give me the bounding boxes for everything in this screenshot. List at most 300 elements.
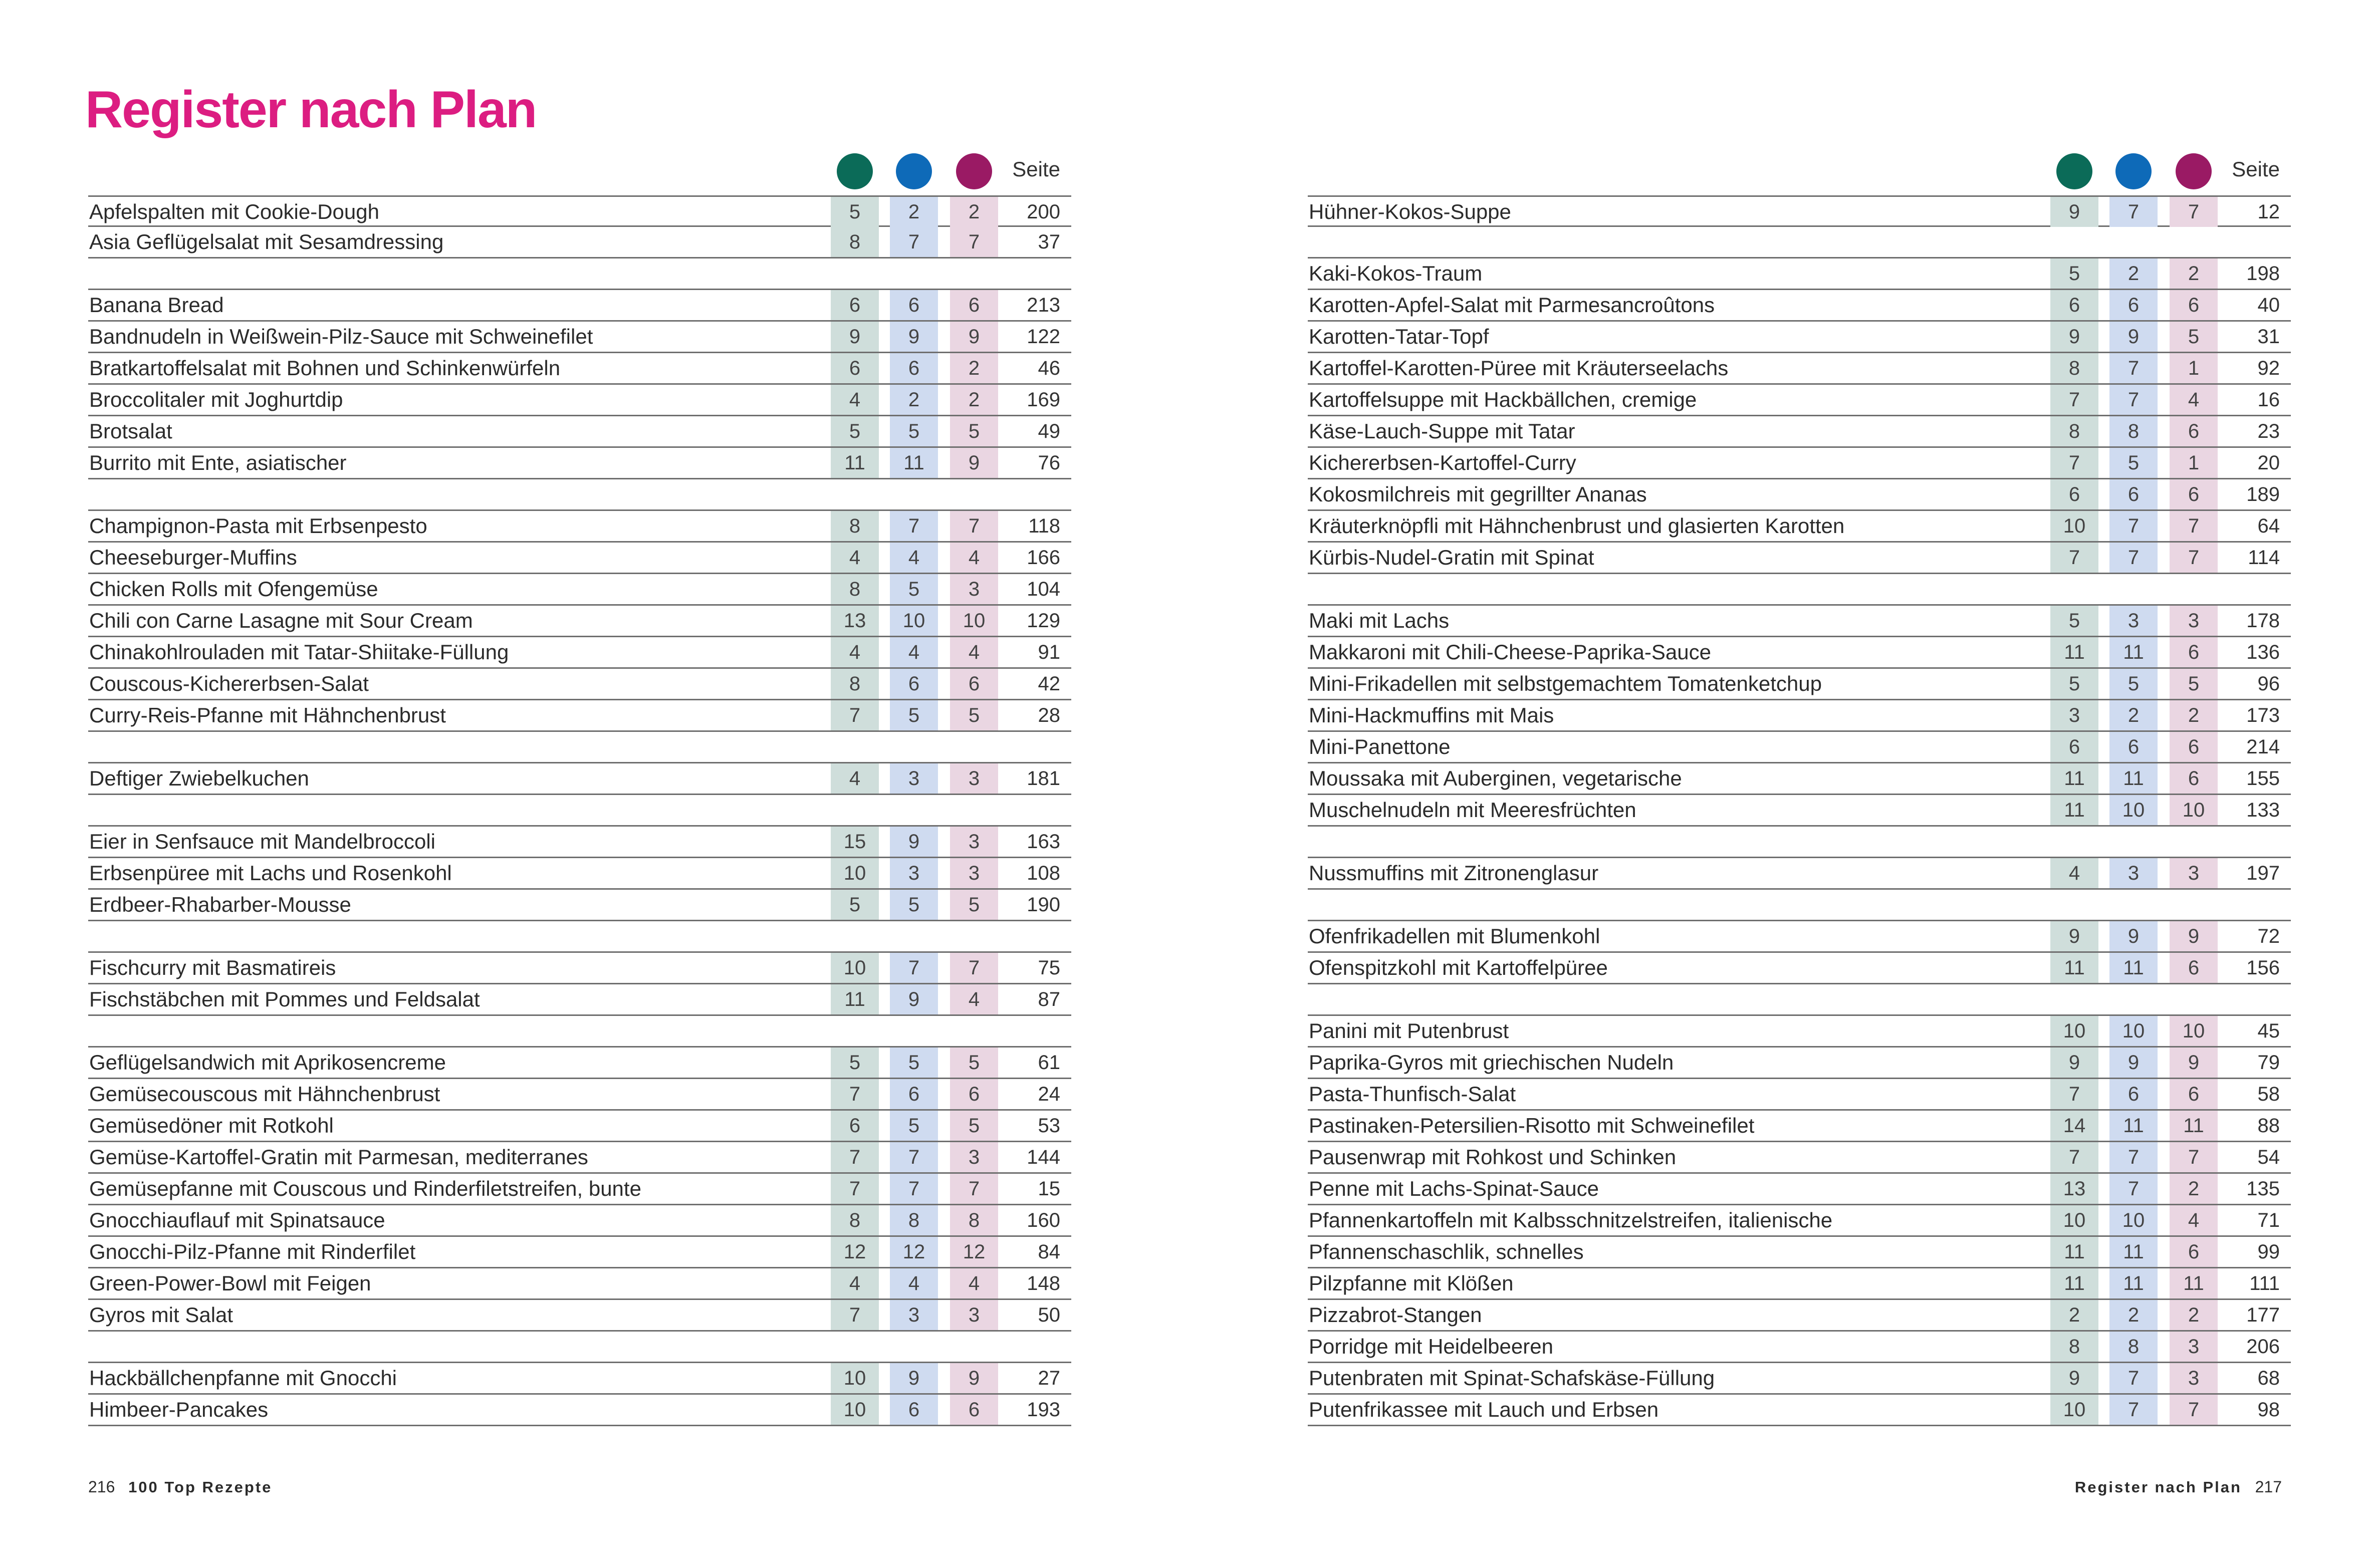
value-blue: 6 — [890, 1079, 938, 1109]
value-blue: 7 — [2109, 511, 2158, 541]
table-row — [88, 543, 1071, 574]
table-row — [1308, 195, 2291, 227]
recipe-name: Chili con Carne Lasagne mit Sour Cream — [89, 609, 473, 632]
value-green: 10 — [831, 1395, 879, 1425]
value-green: 7 — [831, 1174, 879, 1204]
value-purple: 3 — [2170, 606, 2218, 636]
value-purple: 9 — [2170, 921, 2218, 951]
value-blue: 6 — [2109, 1079, 2158, 1109]
table-spacer-row — [1308, 827, 2291, 858]
recipe-name: Hackbällchenpfanne mit Gnocchi — [89, 1366, 397, 1390]
page-number: 144 — [1027, 1146, 1060, 1168]
recipe-name: Porridge mit Heidelbeeren — [1309, 1335, 1553, 1358]
value-blue: 9 — [2109, 322, 2158, 352]
recipe-name: Kokosmilchreis mit gegrillter Ananas — [1309, 482, 1647, 506]
page-number: 23 — [2257, 420, 2280, 442]
value-blue: 9 — [890, 984, 938, 1014]
value-purple: 2 — [950, 385, 998, 415]
table-row — [1308, 1395, 2291, 1426]
value-green: 10 — [831, 953, 879, 983]
value-green: 7 — [2050, 543, 2098, 573]
page-number: 177 — [2246, 1304, 2280, 1326]
recipe-name: Ofenfrikadellen mit Blumenkohl — [1309, 924, 1600, 948]
blue-dot-icon — [896, 153, 932, 189]
table-spacer-row — [1308, 984, 2291, 1016]
value-blue: 11 — [2109, 1268, 2158, 1298]
page-number: 15 — [1038, 1178, 1060, 1200]
value-purple: 10 — [950, 606, 998, 636]
purple-dot-icon — [956, 153, 992, 189]
value-purple: 10 — [2170, 1016, 2218, 1046]
table-spacer-row — [1308, 890, 2291, 921]
value-purple: 4 — [950, 543, 998, 573]
value-blue: 7 — [2109, 1174, 2158, 1204]
value-blue: 7 — [890, 1174, 938, 1204]
recipe-name: Burrito mit Ente, asiatischer — [89, 451, 347, 474]
value-green: 10 — [831, 858, 879, 888]
value-purple: 3 — [950, 1142, 998, 1172]
blue-dot-icon — [2115, 153, 2152, 189]
value-green: 7 — [831, 1079, 879, 1109]
seite-label: Seite — [2232, 157, 2280, 181]
recipe-name: Maki mit Lachs — [1309, 609, 1450, 632]
value-green: 9 — [2050, 322, 2098, 352]
value-blue: 2 — [2109, 700, 2158, 730]
value-green: 9 — [2050, 197, 2098, 227]
value-blue: 5 — [2109, 669, 2158, 699]
table-row — [88, 1048, 1071, 1079]
recipe-name: Fischcurry mit Basmatireis — [89, 956, 336, 979]
page-number: 79 — [2257, 1052, 2280, 1074]
page-number: 27 — [1038, 1367, 1060, 1389]
page-number: 169 — [1027, 389, 1060, 411]
value-purple: 5 — [950, 1111, 998, 1141]
table-row — [88, 953, 1071, 984]
recipe-name: Banana Bread — [89, 293, 224, 317]
page-number: 135 — [2246, 1178, 2280, 1200]
page-number: 75 — [1038, 957, 1060, 979]
value-blue: 3 — [890, 763, 938, 794]
value-purple: 6 — [950, 669, 998, 699]
value-blue: 5 — [890, 1048, 938, 1078]
recipe-name: Couscous-Kichererbsen-Salat — [89, 672, 369, 695]
value-purple: 4 — [950, 637, 998, 667]
green-dot-icon — [2056, 153, 2092, 189]
recipe-name: Gemüsecouscous mit Hähnchenbrust — [89, 1082, 440, 1106]
page-number: 111 — [2249, 1272, 2280, 1294]
value-blue: 3 — [890, 858, 938, 888]
table-row — [1308, 1300, 2291, 1332]
value-purple: 9 — [950, 448, 998, 478]
recipe-name: Hühner-Kokos-Suppe — [1309, 200, 1511, 223]
value-green: 2 — [2050, 1300, 2098, 1330]
table-row — [88, 1395, 1071, 1426]
value-green: 11 — [2050, 953, 2098, 983]
value-purple: 3 — [950, 574, 998, 604]
value-purple: 8 — [950, 1205, 998, 1235]
value-green: 4 — [831, 763, 879, 794]
page-number: 54 — [2257, 1146, 2280, 1168]
value-purple: 6 — [2170, 1237, 2218, 1267]
value-blue: 11 — [2109, 763, 2158, 794]
value-green: 4 — [2050, 858, 2098, 888]
value-blue: 6 — [890, 669, 938, 699]
table-spacer-row — [88, 921, 1071, 953]
page-number: 213 — [1027, 294, 1060, 316]
value-green: 8 — [2050, 416, 2098, 446]
recipe-name: Moussaka mit Auberginen, vegetarische — [1309, 766, 1682, 790]
value-blue: 10 — [2109, 1016, 2158, 1046]
page-number: 37 — [1038, 231, 1060, 253]
table-row — [88, 1174, 1071, 1205]
value-blue: 10 — [2109, 795, 2158, 825]
table-spacer-row — [88, 1016, 1071, 1048]
table-row — [88, 669, 1071, 700]
value-green: 5 — [831, 197, 879, 227]
page-number: 99 — [2257, 1241, 2280, 1263]
recipe-name: Erdbeer-Rhabarber-Mousse — [89, 893, 351, 916]
value-blue: 3 — [2109, 858, 2158, 888]
value-blue: 7 — [890, 1142, 938, 1172]
value-blue: 9 — [2109, 1048, 2158, 1078]
recipe-name: Deftiger Zwiebelkuchen — [89, 766, 309, 790]
value-blue: 7 — [2109, 353, 2158, 383]
recipe-name: Bratkartoffelsalat mit Bohnen und Schinkenwürfeln — [89, 356, 561, 380]
value-green: 10 — [2050, 1395, 2098, 1425]
value-green: 6 — [831, 290, 879, 320]
recipe-name: Penne mit Lachs-Spinat-Sauce — [1309, 1177, 1599, 1200]
value-blue: 4 — [890, 637, 938, 667]
table-row — [88, 606, 1071, 637]
recipe-name: Pasta-Thunfisch-Salat — [1309, 1082, 1516, 1106]
value-blue: 3 — [890, 1300, 938, 1330]
value-blue: 9 — [890, 322, 938, 352]
value-green: 8 — [831, 574, 879, 604]
value-purple: 1 — [2170, 448, 2218, 478]
table-row — [1308, 1363, 2291, 1395]
value-blue: 6 — [2109, 479, 2158, 509]
recipe-name: Broccolitaler mit Joghurtdip — [89, 388, 343, 411]
value-blue: 9 — [890, 1363, 938, 1393]
value-green: 11 — [831, 984, 879, 1014]
table-spacer-row — [1308, 574, 2291, 606]
section-title: Register nach Plan — [2074, 1478, 2242, 1496]
page-number: 114 — [2248, 547, 2280, 569]
value-blue: 5 — [890, 700, 938, 730]
value-green: 8 — [2050, 1332, 2098, 1362]
recipe-name: Gyros mit Salat — [89, 1303, 233, 1327]
table-row — [1308, 763, 2291, 795]
table-row — [1308, 1205, 2291, 1237]
page-number: 61 — [1038, 1052, 1060, 1074]
footer-left — [88, 1478, 272, 1496]
table-row — [1308, 732, 2291, 763]
recipe-name: Muschelnudeln mit Meeresfrüchten — [1309, 798, 1636, 822]
value-purple: 5 — [2170, 669, 2218, 699]
value-purple: 4 — [2170, 385, 2218, 415]
recipe-name: Kürbis-Nudel-Gratin mit Spinat — [1309, 546, 1594, 569]
recipe-name: Cheeseburger-Muffins — [89, 546, 297, 569]
table-spacer-row — [88, 479, 1071, 511]
value-green: 11 — [2050, 637, 2098, 667]
table-row — [1308, 1237, 2291, 1268]
page-number: 50 — [1038, 1304, 1060, 1326]
value-blue: 6 — [890, 353, 938, 383]
page-number: 91 — [1038, 641, 1060, 663]
recipe-name: Chinakohlrouladen mit Tatar-Shiitake-Füllung — [89, 640, 509, 664]
table-row — [1308, 479, 2291, 511]
table-row — [88, 574, 1071, 606]
page-title: Register nach Plan — [85, 81, 537, 139]
value-purple: 6 — [2170, 290, 2218, 320]
value-blue: 2 — [890, 197, 938, 227]
recipe-name: Karotten-Apfel-Salat mit Parmesancroûtons — [1309, 293, 1715, 317]
value-green: 11 — [2050, 1268, 2098, 1298]
value-purple: 9 — [950, 322, 998, 352]
recipe-name: Apfelspalten mit Cookie-Dough — [89, 200, 379, 223]
value-purple: 5 — [950, 416, 998, 446]
page-number: 42 — [1038, 673, 1060, 695]
recipe-name: Pilzpfanne mit Klößen — [1309, 1271, 1514, 1295]
recipe-name: Pizzabrot-Stangen — [1309, 1303, 1482, 1327]
value-green: 14 — [2050, 1111, 2098, 1141]
value-green: 3 — [2050, 700, 2098, 730]
page-number: 24 — [1038, 1083, 1060, 1105]
page-number: 129 — [1027, 610, 1060, 632]
recipe-name: Gemüsepfanne mit Couscous und Rinderfiletstreifen, bunte — [89, 1177, 641, 1200]
value-blue: 5 — [890, 416, 938, 446]
right-page — [1308, 145, 2291, 1426]
value-purple: 7 — [2170, 543, 2218, 573]
recipe-name: Eier in Senfsauce mit Mandelbroccoli — [89, 830, 435, 853]
table-row — [88, 322, 1071, 353]
recipe-name: Käse-Lauch-Suppe mit Tatar — [1309, 419, 1575, 443]
value-blue: 2 — [2109, 258, 2158, 289]
table-row — [1308, 1174, 2291, 1205]
value-purple: 7 — [950, 511, 998, 541]
recipe-name: Kaki-Kokos-Traum — [1309, 262, 1483, 285]
page-number: 160 — [1027, 1209, 1060, 1231]
recipe-name: Kartoffelsuppe mit Hackbällchen, cremige — [1309, 388, 1697, 411]
page-number: 173 — [2246, 704, 2280, 726]
page-number: 206 — [2246, 1336, 2280, 1358]
table-row — [88, 827, 1071, 858]
value-blue: 7 — [2109, 1395, 2158, 1425]
recipe-name: Mini-Panettone — [1309, 735, 1451, 758]
page-number: 49 — [1038, 420, 1060, 442]
page-number: 84 — [1038, 1241, 1060, 1263]
page-number: 189 — [2246, 483, 2280, 505]
table-row — [1308, 669, 2291, 700]
value-purple: 2 — [2170, 258, 2218, 289]
value-purple: 2 — [2170, 1300, 2218, 1330]
page-number: 16 — [2257, 389, 2280, 411]
value-purple: 9 — [950, 1363, 998, 1393]
page-number: 193 — [1027, 1399, 1060, 1421]
recipe-name: Pausenwrap mit Rohkost und Schinken — [1309, 1145, 1677, 1169]
value-blue: 11 — [2109, 1111, 2158, 1141]
recipe-table-left — [88, 195, 1071, 1426]
table-row — [1308, 606, 2291, 637]
recipe-name: Mini-Frikadellen mit selbstgemachtem Tomatenketchup — [1309, 672, 1822, 695]
page-number: 31 — [2257, 326, 2280, 348]
value-purple: 4 — [950, 984, 998, 1014]
value-blue: 5 — [890, 890, 938, 920]
recipe-name: Gnocchiauflauf mit Spinatsauce — [89, 1208, 385, 1232]
value-purple: 3 — [2170, 858, 2218, 888]
value-green: 10 — [831, 1363, 879, 1393]
value-green: 9 — [2050, 1363, 2098, 1393]
table-row — [1308, 511, 2291, 543]
value-purple: 3 — [950, 858, 998, 888]
value-blue: 10 — [890, 606, 938, 636]
table-row — [88, 1300, 1071, 1332]
table-row — [88, 290, 1071, 322]
value-green: 12 — [831, 1237, 879, 1267]
page-number: 133 — [2246, 799, 2280, 821]
table-row — [88, 353, 1071, 385]
value-green: 6 — [2050, 479, 2098, 509]
value-green: 8 — [831, 227, 879, 257]
value-purple: 2 — [950, 353, 998, 383]
page-number: 20 — [2257, 452, 2280, 474]
table-row — [88, 637, 1071, 669]
recipe-name: Gemüsedöner mit Rotkohl — [89, 1114, 334, 1137]
table-row — [88, 1111, 1071, 1142]
value-blue: 2 — [890, 385, 938, 415]
value-green: 7 — [2050, 448, 2098, 478]
page-number: 148 — [1027, 1272, 1060, 1294]
recipe-name: Champignon-Pasta mit Erbsenpesto — [89, 514, 427, 538]
value-purple: 5 — [950, 1048, 998, 1078]
recipe-name: Himbeer-Pancakes — [89, 1398, 269, 1421]
page-number: 40 — [2257, 294, 2280, 316]
recipe-name: Mini-Hackmuffins mit Mais — [1309, 703, 1554, 727]
value-purple: 6 — [950, 1395, 998, 1425]
table-row — [88, 984, 1071, 1016]
purple-dot-icon — [2176, 153, 2212, 189]
table-spacer-row — [88, 1332, 1071, 1363]
value-blue: 7 — [890, 953, 938, 983]
table-row — [1308, 1268, 2291, 1300]
footer-right — [2075, 1478, 2282, 1496]
recipe-table-right — [1308, 195, 2291, 1426]
value-blue: 5 — [890, 574, 938, 604]
recipe-name: Brotsalat — [89, 419, 172, 443]
table-row — [88, 511, 1071, 543]
table-row — [1308, 953, 2291, 984]
value-green: 8 — [831, 1205, 879, 1235]
value-green: 13 — [2050, 1174, 2098, 1204]
value-purple: 7 — [2170, 511, 2218, 541]
value-purple: 12 — [950, 1237, 998, 1267]
recipe-name: Erbsenpüree mit Lachs und Rosenkohl — [89, 861, 452, 885]
table-row — [88, 1142, 1071, 1174]
table-row — [1308, 1079, 2291, 1111]
value-purple: 6 — [2170, 953, 2218, 983]
value-green: 6 — [831, 1111, 879, 1141]
table-row — [88, 448, 1071, 479]
table-row — [88, 700, 1071, 732]
page-number: 198 — [2246, 263, 2280, 285]
value-green: 5 — [2050, 606, 2098, 636]
table-row — [1308, 921, 2291, 953]
value-blue: 10 — [2109, 1205, 2158, 1235]
value-blue: 7 — [2109, 385, 2158, 415]
value-purple: 1 — [2170, 353, 2218, 383]
recipe-name: Ofenspitzkohl mit Kartoffelpüree — [1309, 956, 1608, 979]
value-green: 7 — [831, 1300, 879, 1330]
page-number: 88 — [2257, 1115, 2280, 1137]
value-green: 7 — [831, 1142, 879, 1172]
page-number: 104 — [1027, 578, 1060, 600]
page-number: 166 — [1027, 547, 1060, 569]
value-purple: 7 — [950, 227, 998, 257]
value-purple: 6 — [2170, 637, 2218, 667]
table-row — [1308, 1111, 2291, 1142]
value-green: 6 — [2050, 732, 2098, 762]
column-header — [88, 145, 1071, 195]
recipe-name: Bandnudeln in Weißwein-Pilz-Sauce mit Schweinefilet — [89, 325, 593, 348]
recipe-name: Karotten-Tatar-Topf — [1309, 325, 1489, 348]
recipe-name: Pastinaken-Petersilien-Risotto mit Schweinefilet — [1309, 1114, 1755, 1137]
page-number: 71 — [2257, 1209, 2280, 1231]
value-green: 7 — [2050, 385, 2098, 415]
value-purple: 6 — [2170, 416, 2218, 446]
value-purple: 2 — [2170, 700, 2218, 730]
column-header — [1308, 145, 2291, 195]
value-green: 10 — [2050, 1016, 2098, 1046]
recipe-name: Pfannenkartoffeln mit Kalbsschnitzelstreifen, italienische — [1309, 1208, 1833, 1232]
recipe-name: Fischstäbchen mit Pommes und Feldsalat — [89, 987, 480, 1011]
value-purple: 6 — [2170, 479, 2218, 509]
table-spacer-row — [88, 258, 1071, 290]
recipe-name: Kartoffel-Karotten-Püree mit Kräuterseelachs — [1309, 356, 1729, 380]
value-green: 5 — [2050, 258, 2098, 289]
value-green: 11 — [831, 448, 879, 478]
table-row — [88, 416, 1071, 448]
value-blue: 5 — [2109, 448, 2158, 478]
table-row — [1308, 448, 2291, 479]
recipe-name: Chicken Rolls mit Ofengemüse — [89, 577, 378, 601]
value-green: 7 — [2050, 1079, 2098, 1109]
value-green: 7 — [2050, 1142, 2098, 1172]
table-row — [1308, 1016, 2291, 1048]
page-number: 178 — [2246, 610, 2280, 632]
value-purple: 6 — [2170, 1079, 2218, 1109]
table-row — [1308, 795, 2291, 827]
page-number: 155 — [2246, 767, 2280, 790]
value-green: 4 — [831, 543, 879, 573]
table-row — [88, 195, 1071, 227]
value-blue: 3 — [2109, 606, 2158, 636]
page-number: 118 — [1028, 515, 1060, 537]
value-blue: 4 — [890, 543, 938, 573]
recipe-name: Nussmuffins mit Zitronenglasur — [1309, 861, 1599, 885]
table-row — [1308, 322, 2291, 353]
recipe-name: Putenfrikassee mit Lauch und Erbsen — [1309, 1398, 1659, 1421]
table-spacer-row — [88, 732, 1071, 763]
page-number: 58 — [2257, 1083, 2280, 1105]
value-purple: 2 — [950, 197, 998, 227]
page-number: 68 — [2257, 1367, 2280, 1389]
value-green: 5 — [831, 416, 879, 446]
value-purple: 3 — [2170, 1332, 2218, 1362]
value-green: 4 — [831, 385, 879, 415]
value-green: 9 — [831, 322, 879, 352]
value-purple: 5 — [950, 700, 998, 730]
recipe-name: Makkaroni mit Chili-Cheese-Paprika-Sauce — [1309, 640, 1711, 664]
